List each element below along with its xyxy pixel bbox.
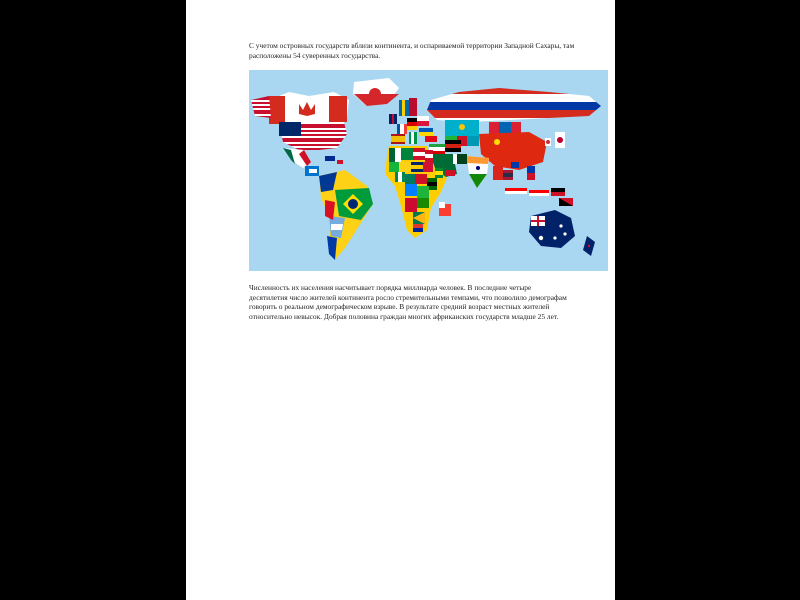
world-flag-map-graphic <box>249 70 608 271</box>
cuba <box>325 156 335 161</box>
intro-paragraph: С учетом островных государств вблизи континента, и оспариваемой территории Западной Сахары, там расположены 54 суверенных государства. <box>249 41 575 60</box>
population-paragraph: Численность их населения насчитывает порядка миллиарда человек. В последние четыре десятилетия число жителей континента росло стремительными темпами, что позволило демографам говорить о реальном демографическом взрыве. В результате средний возраст местных жителей относительно невысок. Добрая половина граждан многих африканских государств младше 25 лет. <box>249 283 567 321</box>
world-flag-map <box>249 70 608 271</box>
madagascar <box>445 204 451 216</box>
document-page <box>186 0 615 600</box>
canada <box>267 92 349 124</box>
